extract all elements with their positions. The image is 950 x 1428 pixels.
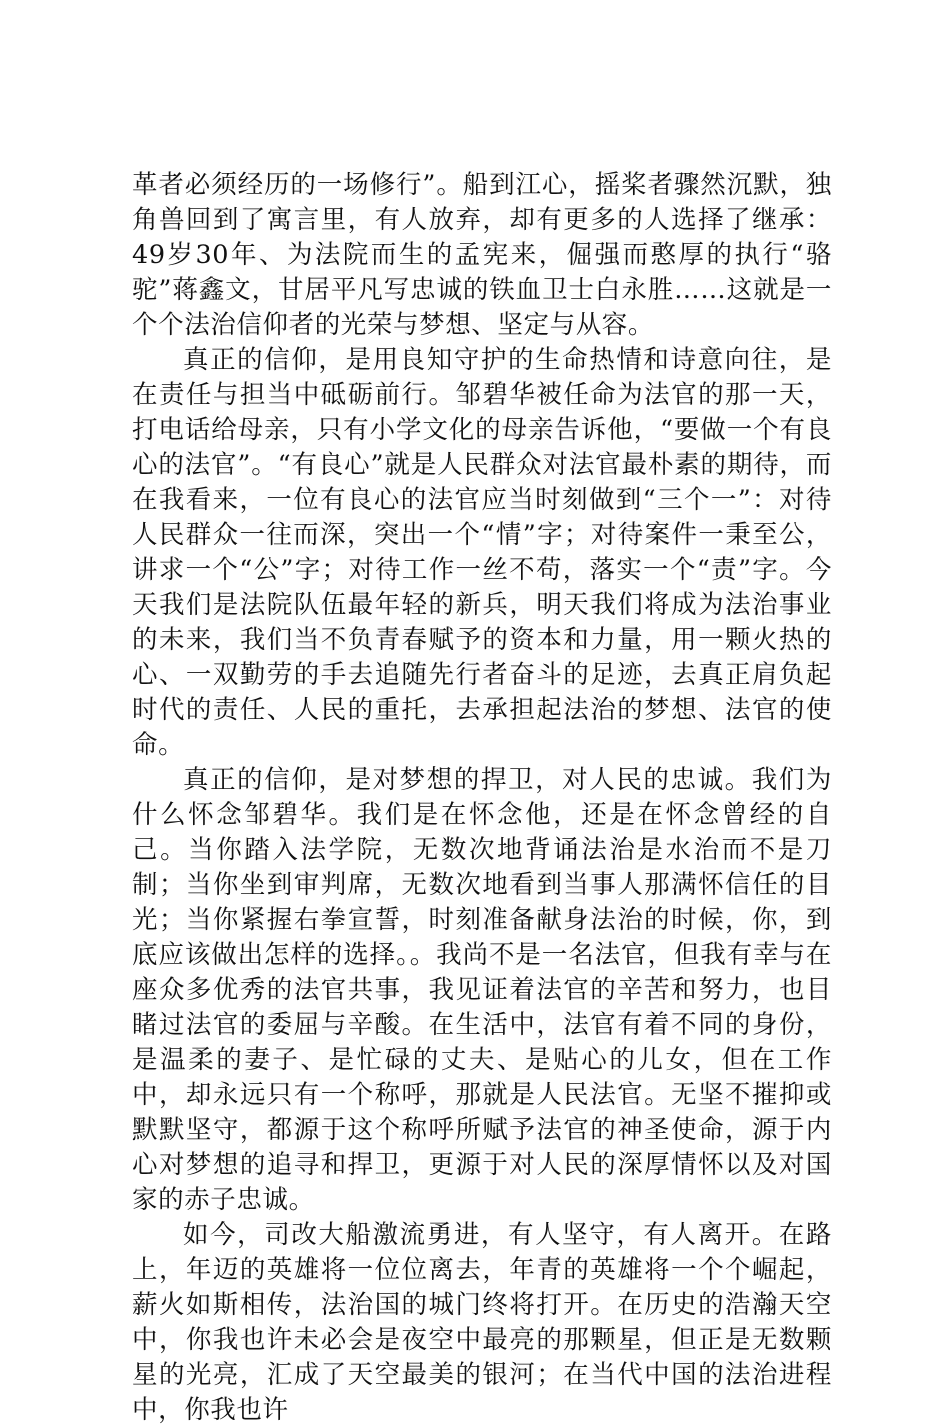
paragraph-4: 如今，司改大船激流勇进，有人坚守，有人离开。在路上，年迈的英雄将一位位离去，年青的英雄将一个个崛起，薪火如斯相传，法治国的城门终将打开。在历史的浩瀚天空中，你我也许未必会是夜空中最亮的那颗星，但正是无数颗星的光亮，汇成了天空最美的银河；在当代中国的法治进程中，你我也许 [132, 1220, 832, 1425]
document-body [132, 168, 832, 1428]
paragraph-3: 真正的信仰，是对梦想的捍卫，对人民的忠诚。我们为什么怀念邹碧华。我们是在怀念他，还是在怀念曾经的自己。当你踏入法学院，无数次地背诵法治是水治而不是刀制；当你坐到审判席，无数次地看到当事人那满怀信任的目光；当你紧握右拳宣誓，时刻准备献身法治的时候，你，到底应该做出怎样的选择。。我尚不是一名法官，但我有幸与在座众多优秀的法官共事，我见证着法官的辛苦和努力，也目睹过法官的委屈与辛酸。在生活中，法官有着不同的身份，是温柔的妻子、是忙碌的丈夫、是贴心的儿女，但在工作中，却永远只有一个称呼，那就是人民法官。无坚不摧抑或默默坚守，都源于这个称呼所赋予法官的神圣使命，源于内心对梦想的追寻和捍卫，更源于对人民的深厚情怀以及对国家的赤子忠诚。 [132, 765, 832, 1215]
paragraph-2: 真正的信仰，是用良知守护的生命热情和诗意向往，是在责任与担当中砥砺前行。邹碧华被任命为法官的那一天，打电话给母亲，只有小学文化的母亲告诉他，“要做一个有良心的法官”。“有良心”就是人民群众对法官最朴素的期待，而在我看来，一位有良心的法官应当时刻做到“三个一”：对待人民群众一往而深，突出一个“情”字；对待案件一秉至公，讲求一个“公”字；对待工作一丝不苟，落实一个“责”字。今天我们是法院队伍最年轻的新兵，明天我们将成为法治事业的未来，我们当不负青春赋予的资本和力量，用一颗火热的心、一双勤劳的手去追随先行者奋斗的足迹，去真正肩负起时代的责任、人民的重托，去承担起法治的梦想、法官的使命。 [132, 345, 832, 760]
paragraph-1: 革者必须经历的一场修行”。船到江心，摇桨者骤然沉默，独角兽回到了寓言里，有人放弃，却有更多的人选择了继承：49岁30年、为法院而生的孟宪来，倔强而憨厚的执行“骆驼”蒋鑫文，甘居平凡写忠诚的铁血卫士白永胜……这就是一个个法治信仰者的光荣与梦想、坚定与从容。 [132, 170, 832, 340]
